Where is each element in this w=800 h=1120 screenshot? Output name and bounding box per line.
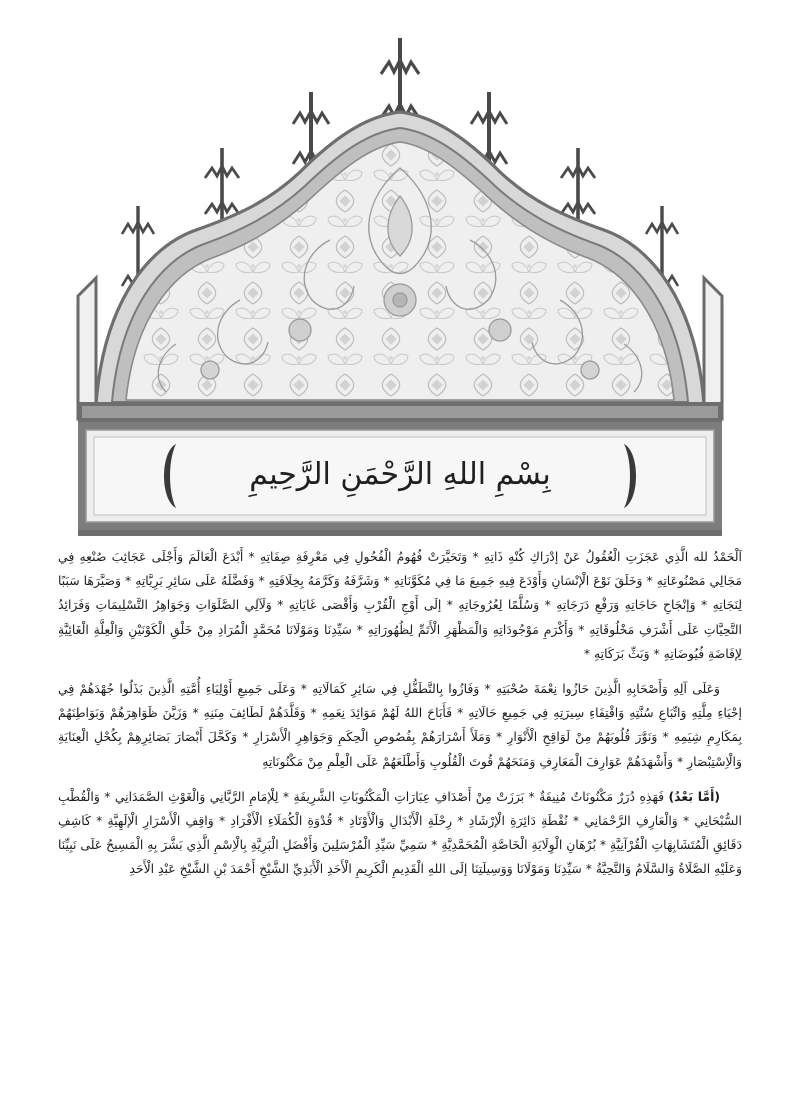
- paragraph-3-text: فَهَذِهِ دُرَرٌ مَكْنُونَاتٌ مُنِيفَةٌ * بَرَزَتْ مِنْ أَصْدَافِ عِبَارَاتِ الْمَكْتُوبَاتِ الشَّرِيفَةِ * لِلْإمَامِ الرَّبَّانِي وَالْغَوْثِ الصَّمَدَانِي * وَالْقُطْبِ السُّبْحَانِي * وَالْعَارِفِ الرَّحْمَانِي * نُقْطَةِ دَائِرَةِ الْإرْشَادِ * رِحْلَةِ الْأَبْدَالِ وَالْأَوْتَادِ * قُدْوَةِ الْكُمَلَاءِ الْأَفْرَادِ * وَاقِفِ الْأَسْرَارِ الْإلَهِيَّةِ * كَاشِفِ دَقَائِقِ الْمُتَشَابِهَاتِ الْقُرْآنِيَّةِ * بُرْهَانِ الْوِلَايَةِ الْخَاصَّةِ الْمُحَمَّدِيَّةِ * سَمِيِّ سَيِّدِ الْمُرْسَلِينَ وَأَفْضَلِ الْبَرِيَّةِ بِالْاِسْمِ الَّذِي بَشَّرَ بِهِ الْمَسِيحُ عَلَى نَبِيِّنَا وَعَلَيْهِ الصَّلَاةُ وَالسَّلَامُ وَالتَّحِيَّةُ * سَيِّدِنَا وَمَوْلَانَا وَوَسِيلَتِنَا إلَى اللهِ الْقَدِيمِ الْكَرِيمِ الْأَحَدِ الْأَبَدِيِّ الشَّيْخِ أَحْمَدَ بْنِ الشَّيْخِ عَبْدِ الْأَحَدِ: [57, 788, 742, 877]
- paragraph-3-prefix: (أَمَّا بَعْدُ): [668, 788, 720, 804]
- basmala-text: بِسْمِ اللهِ الرَّحْمَنِ الرَّحِيمِ: [249, 456, 551, 492]
- illuminated-header: [0, 0, 800, 545]
- paragraph-3: [58, 785, 742, 882]
- paragraph-2: وَعَلَى آلِهِ وَأَصْحَابِهِ الَّذِينَ حَازُوا نِعْمَةَ صُحْبَتِهِ * وَفَازُوا بِالتَّطَفُّلِ فِي سَائِرِ كَمَالَاتِهِ * وَعَلَى جَمِيعِ أَوْلِيَاءِ أُمَّتِهِ الَّذِينَ بَذَلُوا جُهْدَهُمْ فِي إحْيَاءِ مِلَّتِهِ وَاتِّبَاعِ سُنَّتِهِ وَاقْتِفَاءِ سِيرَتِهِ فِي جَمِيعِ حَالَاتِهِ * فَأَبَاحَ اللهُ لَهُمْ مَوَائِدَ نِعَمِهِ * وَقَلَّدَهُمْ لَطَائِفَ مِنَنِهِ * وَزَيَّنَ ظَوَاهِرَهُمْ وَبَوَاطِنَهُمْ بِمَكَارِمِ شِيَمِهِ * وَنَوَّرَ قُلُوبَهُمْ مِنْ لَوَاقِحِ الْأَنْوَارِ * وَمَلَأَ أَسْرَارَهُمْ بِفُصُوصِ الْحِكَمِ وَجَوَاهِرِ الْأَسْرَارِ * وَكَحَّلَ أَبْصَارَ بَصَائِرِهِمْ بِكُحْلِ الْعِنَايَةِ وَالْاِسْتِبْصَارِ * وَأَشْهَدَهُمْ عَوَارِفَ الْمَعَارِفِ وَمَنَحَهُمْ قُوتَ الْقُلُوبِ وَأَطْلَعَهُمْ عَلَى الْعِلْمِ مِنْ مَكْنُونَاتِهِ: [58, 680, 742, 769]
- panel-bottom-rule: [78, 530, 722, 536]
- paragraph-1: اَلْحَمْدُ لله الَّذِي عَجَزَتِ الْعُقُولُ عَنْ إدْرَاكِ كُنْهِ ذَاتِهِ * وَتَحَيَّرَتْ فُهُومُ الْفُحُولِ فِي مَعْرِفَةِ صِفَاتِهِ * أَبْدَعَ الْعَالَمَ وَأَجْلَى عَجَائِبَ صُنْعِهِ فِي مَجَالِي مَصْنُوعَاتِهِ * وَخَلَقَ نَوْعَ الْإنْسَانِ وَأَوْدَعَ فِيهِ جَمِيعَ مَا فِي مُكَوَّنَاتِهِ * وَشَرَّفَهُ وَكَرَّمَهُ بِخِلَافَتِهِ * وَفَضَّلَهُ عَلَى سَائِرِ بَرِيَّاتِهِ * وَصَيَّرَهَا سَبَبًا لِنَجَاتِهِ * وَإنْجَاحِ حَاجَاتِهِ وَرَفْعِ دَرَجَاتِهِ * وَسُلَّمًا لِعُرُوجَاتِهِ * إلَى أَوْجِ الْقُرْبِ وَأَقْصَى غَايَاتِهِ * وَلَآلِي الصَّلَوَاتِ وَجَوَاهِرُ التَّسْلِيمَاتِ وَفَرَائِدُ التَّحِيَّاتِ عَلَى أَشْرَفِ مَخْلُوقَاتِهِ * وَأَكْرَمِ مَوْجُودَاتِهِ وَالْمَظْهَرِ الْأَتَمِّ لِظُهُورَاتِهِ * سَيِّدِنَا وَمَوْلَانَا مُحَمَّدٍ الْمُرَادِ مِنْ خَلْقِ الْكَوْنَيْنِ وَالْعِلَّةِ الْغَائِيَّةِ لِإفَاضَةِ فُيُوضَاتِهِ * وَبَثِّ بَرَكَاتِهِ *: [58, 549, 742, 661]
- dome-frame: [78, 112, 722, 418]
- body-text: [0, 545, 800, 881]
